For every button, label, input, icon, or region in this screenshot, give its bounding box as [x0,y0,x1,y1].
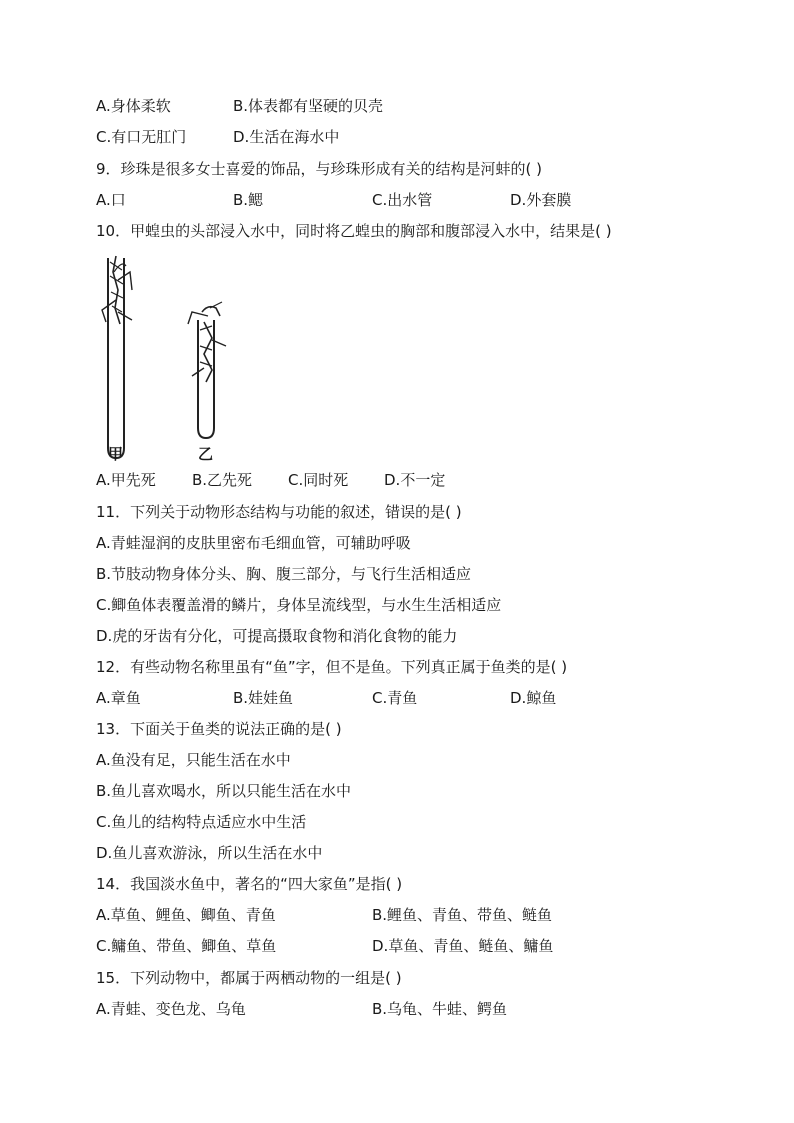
q9-option-b: B.鳃 [233,191,264,209]
q12-option-b: B.娃娃鱼 [233,689,294,707]
q11-option-b: B.节肢动物身体分头、胸、腹三部分，与飞行生活相适应 [96,565,472,583]
q11-option-a: A.青蛙湿润的皮肤里密布毛细血管，可辅助呼吸 [96,534,411,552]
q9-option-a: A.口 [96,191,126,209]
label-yi: 乙 [198,445,214,463]
q9-stem: 9．珍珠是很多女士喜爱的饰品，与珍珠形成有关的结构是河蚌的( ) [96,160,543,178]
q15-option-a: A.青蛙、变色龙、乌龟 [96,1000,246,1018]
test-tubes-illustration [96,250,246,465]
q12-stem: 12．有些动物名称里虽有“鱼”字，但不是鱼。下列真正属于鱼类的是( ) [96,658,568,676]
q10-option-d: D.不一定 [384,471,446,489]
tube-jia [102,256,132,458]
locust-test-tube-figure [96,250,246,465]
q11-stem: 11．下列关于动物形态结构与功能的叙述，错误的是( ) [96,503,462,521]
q13-option-a: A.鱼没有足，只能生活在水中 [96,751,291,769]
q14-option-c: C.鳙鱼、带鱼、鲫鱼、草鱼 [96,937,277,955]
q8-option-b: B.体表都有坚硬的贝壳 [233,97,384,115]
q14-option-d: D.草鱼、青鱼、鲢鱼、鳙鱼 [372,937,554,955]
q12-option-c: C.青鱼 [372,689,418,707]
q9-option-c: C.出水管 [372,191,433,209]
q13-option-d: D.鱼儿喜欢游泳，所以生活在水中 [96,844,323,862]
q13-option-b: B.鱼儿喜欢喝水，所以只能生活在水中 [96,782,352,800]
q13-option-c: C.鱼儿的结构特点适应水中生活 [96,813,307,831]
q11-option-d: D.虎的牙齿有分化，可提高摄取食物和消化食物的能力 [96,627,458,645]
q14-option-a: A.草鱼、鲤鱼、鲫鱼、青鱼 [96,906,276,924]
q15-option-b: B.乌龟、牛蛙、鳄鱼 [372,1000,508,1018]
q12-option-a: A.章鱼 [96,689,141,707]
q10-stem: 10．甲蝗虫的头部浸入水中，同时将乙蝗虫的胸部和腹部浸入水中，结果是( ) [96,222,612,240]
q10-option-a: A.甲先死 [96,471,156,489]
q9-option-d: D.外套膜 [510,191,572,209]
q14-option-b: B.鲤鱼、青鱼、带鱼、鲢鱼 [372,906,553,924]
q8-option-a: A.身体柔软 [96,97,171,115]
tube-yi [188,302,226,438]
q8-option-c: C.有口无肛门 [96,128,187,146]
label-jia: 甲 [108,445,124,463]
q10-option-b: B.乙先死 [192,471,253,489]
q10-option-c: C.同时死 [288,471,349,489]
q14-stem: 14．我国淡水鱼中，著名的“四大家鱼”是指( ) [96,875,403,893]
q15-stem: 15．下列动物中，都属于两栖动物的一组是( ) [96,969,402,987]
q11-option-c: C.鲫鱼体表覆盖滑的鳞片，身体呈流线型，与水生生活相适应 [96,596,502,614]
q8-option-d: D.生活在海水中 [233,128,340,146]
q13-stem: 13．下面关于鱼类的说法正确的是( ) [96,720,342,738]
q12-option-d: D.鲸鱼 [510,689,557,707]
